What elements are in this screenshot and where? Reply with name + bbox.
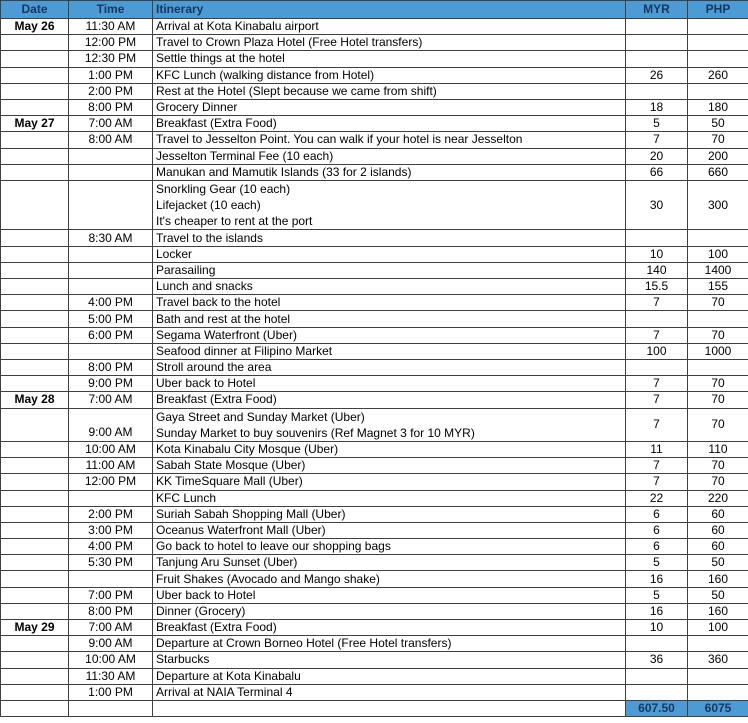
date-cell[interactable] xyxy=(1,700,69,716)
itinerary-cell[interactable]: Arrival at Kota Kinabalu airport xyxy=(153,19,626,35)
itinerary-cell[interactable]: Travel back to the hotel xyxy=(153,295,626,311)
date-cell[interactable] xyxy=(1,262,69,278)
php-cell[interactable]: 1400 xyxy=(688,262,748,278)
myr-cell[interactable]: 18 xyxy=(626,99,688,115)
time-cell[interactable] xyxy=(69,164,153,180)
php-cell[interactable]: 110 xyxy=(688,441,748,457)
time-cell[interactable]: 2:00 PM xyxy=(69,506,153,522)
date-cell[interactable] xyxy=(1,539,69,555)
time-cell[interactable]: 1:00 PM xyxy=(69,67,153,83)
time-cell[interactable] xyxy=(69,279,153,295)
itinerary-cell[interactable]: Starbucks xyxy=(153,652,626,668)
myr-cell[interactable] xyxy=(626,51,688,67)
php-cell[interactable] xyxy=(688,636,748,652)
myr-cell[interactable]: 607.50 xyxy=(626,700,688,716)
table-row xyxy=(1,148,748,164)
date-cell[interactable] xyxy=(1,441,69,457)
time-cell[interactable]: 11:30 AM xyxy=(69,668,153,684)
itinerary-cell[interactable]: Dinner (Grocery) xyxy=(153,603,626,619)
php-cell[interactable]: 200 xyxy=(688,148,748,164)
table-row xyxy=(1,587,748,603)
myr-cell[interactable] xyxy=(626,311,688,327)
date-cell[interactable] xyxy=(1,555,69,571)
itinerary-cell[interactable]: Lunch and snacks xyxy=(153,279,626,295)
myr-cell[interactable]: 5 xyxy=(626,587,688,603)
column-header-itinerary[interactable]: Itinerary xyxy=(153,1,626,19)
table-row xyxy=(1,571,748,587)
myr-cell[interactable]: 15.5 xyxy=(626,279,688,295)
date-cell[interactable] xyxy=(1,180,69,230)
date-cell[interactable] xyxy=(1,230,69,246)
total-row xyxy=(1,700,748,716)
table-row xyxy=(1,539,748,555)
itinerary-cell[interactable]: Arrival at NAIA Terminal 4 xyxy=(153,684,626,700)
php-cell[interactable]: 155 xyxy=(688,279,748,295)
myr-cell[interactable] xyxy=(626,684,688,700)
myr-cell[interactable]: 6 xyxy=(626,522,688,538)
itinerary-cell[interactable]: Uber back to Hotel xyxy=(153,587,626,603)
itinerary-cell[interactable]: Uber back to Hotel xyxy=(153,376,626,392)
time-cell[interactable]: 9:00 AM xyxy=(69,408,153,441)
myr-cell[interactable] xyxy=(626,230,688,246)
date-cell[interactable]: May 28 xyxy=(1,392,69,408)
myr-cell[interactable] xyxy=(626,35,688,51)
table-row xyxy=(1,620,748,636)
date-cell[interactable] xyxy=(1,311,69,327)
itinerary-cell[interactable]: Breakfast (Extra Food) xyxy=(153,620,626,636)
itinerary-line: Lifejacket (10 each) xyxy=(156,198,261,213)
time-cell[interactable]: 1:00 PM xyxy=(69,684,153,700)
table-row xyxy=(1,295,748,311)
time-cell[interactable]: 6:00 PM xyxy=(69,327,153,343)
date-cell[interactable] xyxy=(1,636,69,652)
time-cell[interactable]: 8:00 PM xyxy=(69,359,153,375)
itinerary-table-body xyxy=(1,19,748,717)
time-cell[interactable]: 7:00 AM xyxy=(69,116,153,132)
date-cell[interactable] xyxy=(1,668,69,684)
itinerary-cell[interactable]: Grocery Dinner xyxy=(153,99,626,115)
myr-cell[interactable] xyxy=(626,359,688,375)
table-row xyxy=(1,359,748,375)
column-header-time[interactable]: Time xyxy=(69,1,153,19)
time-cell[interactable] xyxy=(69,180,153,230)
itinerary-cell[interactable]: Travel to the islands xyxy=(153,230,626,246)
time-cell[interactable]: 4:00 PM xyxy=(69,295,153,311)
time-cell[interactable]: 7:00 AM xyxy=(69,620,153,636)
php-cell[interactable]: 70 xyxy=(688,376,748,392)
itinerary-cell[interactable]: Tanjung Aru Sunset (Uber) xyxy=(153,555,626,571)
date-cell[interactable] xyxy=(1,474,69,490)
table-row xyxy=(1,392,748,408)
date-cell[interactable] xyxy=(1,35,69,51)
itinerary-cell[interactable]: Bath and rest at the hotel xyxy=(153,311,626,327)
itinerary-cell[interactable]: Sabah State Mosque (Uber) xyxy=(153,458,626,474)
php-cell[interactable] xyxy=(688,83,748,99)
date-cell[interactable] xyxy=(1,99,69,115)
table-row xyxy=(1,180,748,230)
itinerary-cell[interactable]: Travel to Jesselton Point. You can walk if your hotel is near Jesselton xyxy=(153,132,626,148)
itinerary-line: Snorkling Gear (10 each) xyxy=(156,181,291,196)
time-cell[interactable]: 8:00 PM xyxy=(69,99,153,115)
table-row xyxy=(1,343,748,359)
php-cell[interactable] xyxy=(688,311,748,327)
column-header-php[interactable]: PHP xyxy=(688,1,748,19)
myr-cell[interactable]: 22 xyxy=(626,490,688,506)
time-cell[interactable] xyxy=(69,262,153,278)
myr-cell[interactable]: 66 xyxy=(626,164,688,180)
date-cell[interactable] xyxy=(1,279,69,295)
myr-cell[interactable]: 6 xyxy=(626,506,688,522)
itinerary-cell[interactable]: Fruit Shakes (Avocado and Mango shake) xyxy=(153,571,626,587)
time-cell[interactable]: 10:00 AM xyxy=(69,441,153,457)
table-row xyxy=(1,51,748,67)
itinerary-cell[interactable]: Parasailing xyxy=(153,262,626,278)
itinerary-cell[interactable]: Locker xyxy=(153,246,626,262)
php-cell[interactable] xyxy=(688,684,748,700)
time-cell[interactable]: 9:00 PM xyxy=(69,376,153,392)
time-cell[interactable]: 5:00 PM xyxy=(69,311,153,327)
php-cell[interactable]: 260 xyxy=(688,67,748,83)
myr-cell[interactable]: 7 xyxy=(626,295,688,311)
itinerary-cell[interactable]: KFC Lunch xyxy=(153,490,626,506)
myr-cell[interactable]: 7 xyxy=(626,474,688,490)
myr-cell[interactable]: 26 xyxy=(626,67,688,83)
time-cell[interactable]: 4:00 PM xyxy=(69,539,153,555)
date-cell[interactable] xyxy=(1,571,69,587)
table-row xyxy=(1,164,748,180)
date-cell[interactable]: May 26 xyxy=(1,19,69,35)
myr-cell[interactable]: 11 xyxy=(626,441,688,457)
time-cell[interactable]: 8:00 PM xyxy=(69,603,153,619)
table-row xyxy=(1,35,748,51)
date-cell[interactable]: May 27 xyxy=(1,116,69,132)
date-cell[interactable] xyxy=(1,327,69,343)
itinerary-cell[interactable]: Rest at the Hotel (Slept because we came from shift) xyxy=(153,83,626,99)
myr-cell[interactable]: 7 xyxy=(626,408,688,441)
itinerary-cell[interactable]: KK TimeSquare Mall (Uber) xyxy=(153,474,626,490)
time-cell[interactable] xyxy=(69,571,153,587)
time-cell[interactable]: 8:00 AM xyxy=(69,132,153,148)
php-cell[interactable]: 70 xyxy=(688,458,748,474)
php-cell[interactable]: 50 xyxy=(688,555,748,571)
date-cell[interactable] xyxy=(1,164,69,180)
myr-cell[interactable]: 140 xyxy=(626,262,688,278)
myr-cell[interactable] xyxy=(626,636,688,652)
php-cell[interactable] xyxy=(688,51,748,67)
date-cell[interactable] xyxy=(1,684,69,700)
php-cell[interactable]: 60 xyxy=(688,522,748,538)
table-row xyxy=(1,246,748,262)
itinerary-cell[interactable]: Kota Kinabalu City Mosque (Uber) xyxy=(153,441,626,457)
date-cell[interactable] xyxy=(1,506,69,522)
php-cell[interactable]: 50 xyxy=(688,116,748,132)
time-cell[interactable] xyxy=(69,246,153,262)
date-cell[interactable] xyxy=(1,587,69,603)
table-row xyxy=(1,83,748,99)
time-cell[interactable] xyxy=(69,700,153,716)
table-row xyxy=(1,522,748,538)
date-cell[interactable] xyxy=(1,458,69,474)
time-cell[interactable]: 7:00 PM xyxy=(69,587,153,603)
time-cell[interactable] xyxy=(69,148,153,164)
time-cell[interactable]: 3:00 PM xyxy=(69,522,153,538)
php-cell[interactable] xyxy=(688,668,748,684)
php-cell[interactable]: 180 xyxy=(688,99,748,115)
itinerary-line: Gaya Street and Sunday Market (Uber) xyxy=(156,409,365,424)
itinerary-cell[interactable]: KFC Lunch (walking distance from Hotel) xyxy=(153,67,626,83)
itinerary-cell[interactable]: Travel to Crown Plaza Hotel (Free Hotel transfers) xyxy=(153,35,626,51)
itinerary-cell[interactable]: Departure at Crown Borneo Hotel (Free Hotel transfers) xyxy=(153,636,626,652)
myr-cell[interactable] xyxy=(626,668,688,684)
table-row xyxy=(1,684,748,700)
date-cell[interactable] xyxy=(1,343,69,359)
table-row xyxy=(1,262,748,278)
date-cell[interactable] xyxy=(1,67,69,83)
date-cell[interactable] xyxy=(1,359,69,375)
itinerary-cell[interactable]: Jesselton Terminal Fee (10 each) xyxy=(153,148,626,164)
time-cell[interactable]: 8:30 AM xyxy=(69,230,153,246)
table-row xyxy=(1,636,748,652)
date-cell[interactable] xyxy=(1,376,69,392)
time-cell[interactable]: 12:00 PM xyxy=(69,474,153,490)
itinerary-cell[interactable]: Segama Waterfront (Uber) xyxy=(153,327,626,343)
itinerary-cell[interactable] xyxy=(153,408,626,441)
myr-cell[interactable] xyxy=(626,83,688,99)
itinerary-cell[interactable]: Manukan and Mamutik Islands (33 for 2 islands) xyxy=(153,164,626,180)
php-cell[interactable]: 220 xyxy=(688,490,748,506)
column-header-date[interactable]: Date xyxy=(1,1,69,19)
myr-cell[interactable]: 7 xyxy=(626,376,688,392)
time-cell[interactable]: 9:00 AM xyxy=(69,636,153,652)
itinerary-cell[interactable] xyxy=(153,180,626,230)
myr-cell[interactable]: 7 xyxy=(626,458,688,474)
myr-cell[interactable]: 10 xyxy=(626,620,688,636)
itinerary-cell[interactable]: Seafood dinner at Filipino Market xyxy=(153,343,626,359)
itinerary-cell[interactable]: Departure at Kota Kinabalu xyxy=(153,668,626,684)
php-cell[interactable]: 160 xyxy=(688,571,748,587)
myr-cell[interactable]: 30 xyxy=(626,180,688,230)
table-row xyxy=(1,652,748,668)
myr-cell[interactable] xyxy=(626,19,688,35)
myr-cell[interactable]: 5 xyxy=(626,116,688,132)
php-cell[interactable]: 300 xyxy=(688,180,748,230)
php-cell[interactable]: 60 xyxy=(688,539,748,555)
myr-cell[interactable]: 10 xyxy=(626,246,688,262)
php-cell[interactable]: 100 xyxy=(688,620,748,636)
php-cell[interactable]: 100 xyxy=(688,246,748,262)
itinerary-cell[interactable]: Stroll around the area xyxy=(153,359,626,375)
itinerary-cell[interactable]: Breakfast (Extra Food) xyxy=(153,116,626,132)
php-cell[interactable]: 70 xyxy=(688,408,748,441)
table-row xyxy=(1,116,748,132)
date-cell[interactable] xyxy=(1,148,69,164)
table-row xyxy=(1,99,748,115)
time-cell[interactable]: 11:30 AM xyxy=(69,19,153,35)
table-row xyxy=(1,474,748,490)
php-cell[interactable]: 360 xyxy=(688,652,748,668)
time-cell[interactable]: 5:30 PM xyxy=(69,555,153,571)
php-cell[interactable]: 70 xyxy=(688,132,748,148)
date-cell[interactable]: May 29 xyxy=(1,620,69,636)
time-cell[interactable]: 10:00 AM xyxy=(69,652,153,668)
table-row xyxy=(1,458,748,474)
date-cell[interactable] xyxy=(1,603,69,619)
php-cell[interactable]: 70 xyxy=(688,392,748,408)
date-cell[interactable] xyxy=(1,408,69,441)
time-cell[interactable]: 7:00 AM xyxy=(69,392,153,408)
php-cell[interactable]: 70 xyxy=(688,327,748,343)
myr-cell[interactable]: 16 xyxy=(626,571,688,587)
table-row xyxy=(1,19,748,35)
date-cell[interactable] xyxy=(1,132,69,148)
php-cell[interactable]: 50 xyxy=(688,587,748,603)
date-cell[interactable] xyxy=(1,522,69,538)
table-row xyxy=(1,311,748,327)
myr-cell[interactable]: 36 xyxy=(626,652,688,668)
php-cell[interactable]: 70 xyxy=(688,295,748,311)
itinerary-line: It's cheaper to rent at the port xyxy=(156,214,313,229)
php-cell[interactable]: 660 xyxy=(688,164,748,180)
myr-cell[interactable]: 100 xyxy=(626,343,688,359)
date-cell[interactable] xyxy=(1,246,69,262)
myr-cell[interactable]: 7 xyxy=(626,132,688,148)
php-cell[interactable] xyxy=(688,35,748,51)
itinerary-cell[interactable]: Suriah Sabah Shopping Mall (Uber) xyxy=(153,506,626,522)
itinerary-cell[interactable]: Breakfast (Extra Food) xyxy=(153,392,626,408)
table-row xyxy=(1,441,748,457)
table-row xyxy=(1,490,748,506)
myr-cell[interactable]: 7 xyxy=(626,327,688,343)
time-cell[interactable] xyxy=(69,490,153,506)
php-cell[interactable]: 70 xyxy=(688,474,748,490)
php-cell[interactable]: 6075 xyxy=(688,700,748,716)
header-row xyxy=(1,1,748,19)
date-cell[interactable] xyxy=(1,490,69,506)
table-row xyxy=(1,327,748,343)
time-cell[interactable]: 12:00 PM xyxy=(69,35,153,51)
myr-cell[interactable]: 5 xyxy=(626,555,688,571)
myr-cell[interactable]: 7 xyxy=(626,392,688,408)
php-cell[interactable] xyxy=(688,19,748,35)
table-row xyxy=(1,132,748,148)
table-row xyxy=(1,376,748,392)
time-cell[interactable]: 2:00 PM xyxy=(69,83,153,99)
php-cell[interactable] xyxy=(688,230,748,246)
column-header-myr[interactable]: MYR xyxy=(626,1,688,19)
table-row xyxy=(1,408,748,441)
myr-cell[interactable]: 16 xyxy=(626,603,688,619)
php-cell[interactable]: 60 xyxy=(688,506,748,522)
itinerary-cell[interactable]: Go back to hotel to leave our shopping bags xyxy=(153,539,626,555)
time-cell[interactable]: 11:00 AM xyxy=(69,458,153,474)
itinerary-cell[interactable] xyxy=(153,700,626,716)
php-cell[interactable]: 1000 xyxy=(688,343,748,359)
table-row xyxy=(1,668,748,684)
php-cell[interactable] xyxy=(688,359,748,375)
table-row xyxy=(1,603,748,619)
itinerary-line: Sunday Market to buy souvenirs (Ref Magnet 3 for 10 MYR) xyxy=(156,425,475,440)
itinerary-cell[interactable]: Settle things at the hotel xyxy=(153,51,626,67)
date-cell[interactable] xyxy=(1,652,69,668)
date-cell[interactable] xyxy=(1,295,69,311)
date-cell[interactable] xyxy=(1,83,69,99)
time-cell[interactable]: 12:30 PM xyxy=(69,51,153,67)
myr-cell[interactable]: 6 xyxy=(626,539,688,555)
table-row xyxy=(1,279,748,295)
myr-cell[interactable]: 20 xyxy=(626,148,688,164)
table-row xyxy=(1,67,748,83)
table-row xyxy=(1,555,748,571)
php-cell[interactable]: 160 xyxy=(688,603,748,619)
table-row xyxy=(1,230,748,246)
date-cell[interactable] xyxy=(1,51,69,67)
table-row xyxy=(1,506,748,522)
itinerary-cell[interactable]: Oceanus Waterfront Mall (Uber) xyxy=(153,522,626,538)
time-cell[interactable] xyxy=(69,343,153,359)
